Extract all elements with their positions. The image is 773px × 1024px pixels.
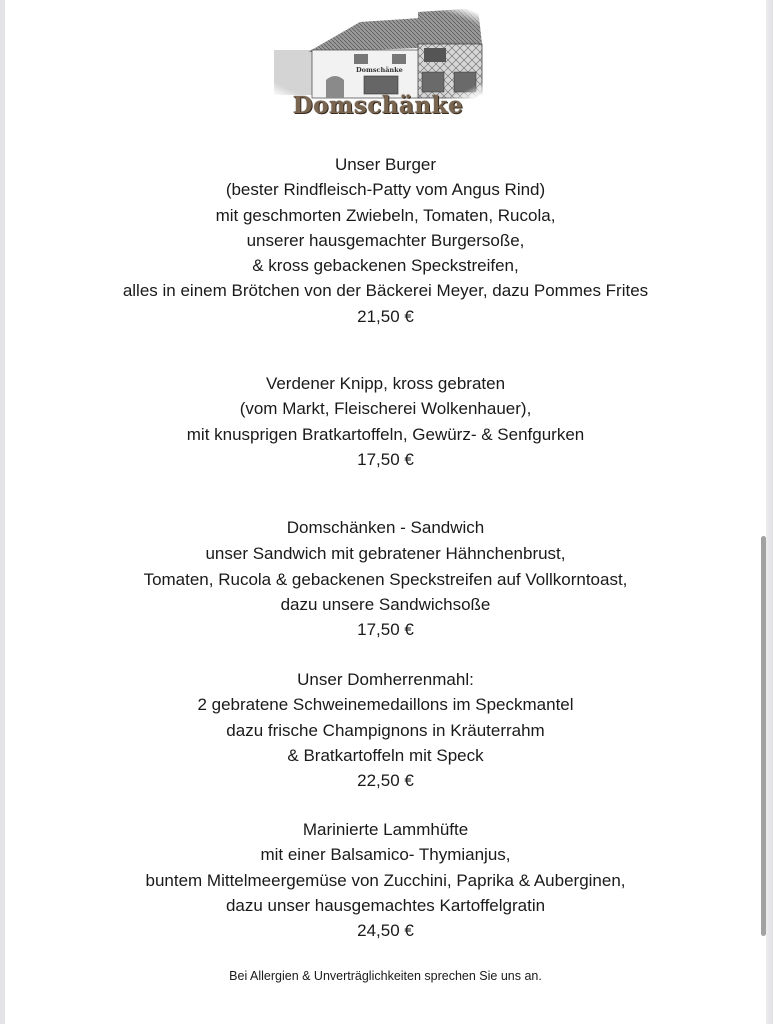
vertical-scrollbar-thumb[interactable]: [761, 536, 766, 936]
menu-page: [5, 0, 766, 1024]
dish-description-line: (vom Markt, Fleischerei Wolkenhauer),: [239, 399, 532, 419]
dish-title: Domschänken - Sandwich: [286, 518, 485, 537]
dish-description-line: mit knusprigen Bratkartoffeln, Gewürz- & Senfgurken: [186, 424, 585, 444]
dish-description-line: mit einer Balsamico- Thymianjus,: [260, 845, 511, 865]
dish-description-line: alles in einem Brötchen von der Bäckerei Meyer, dazu Pommes Frites: [122, 281, 649, 301]
dish-description-line: (bester Rindfleisch-Patty vom Angus Rind): [225, 180, 546, 200]
building-sketch-icon: [260, 0, 496, 100]
dish-description-line: dazu unsere Sandwichsoße: [280, 594, 491, 614]
dish-description-line: unser Sandwich mit gebratener Hähnchenbrust,: [205, 544, 566, 564]
dish-price: 22,50 €: [357, 771, 414, 791]
menu-item-domherrenmahl: [5, 667, 766, 793]
dish-price: 24,50 €: [357, 921, 414, 941]
dish-title: Unser Burger: [334, 155, 437, 174]
dish-description-line: Tomaten, Rucola & gebackenen Speckstreifen auf Vollkorntoast,: [143, 569, 628, 589]
menu-item-sandwich: [5, 515, 766, 642]
dish-description-line: 2 gebratene Schweinemedaillons im Speckmantel: [197, 695, 574, 715]
dish-price: 17,50 €: [357, 449, 414, 469]
dish-description-line: buntem Mittelmeergemüse von Zucchini, Paprika & Auberginen,: [145, 870, 626, 890]
logo-sign-text: Domschänke: [356, 66, 403, 74]
logo-wordmark: Domschänke: [292, 92, 464, 119]
dish-description-line: dazu frische Champignons in Kräuterrahm: [226, 720, 545, 740]
right-edge: [766, 0, 773, 1024]
dish-description-line: & kross gebackenen Speckstreifen,: [252, 256, 519, 276]
menu-item-knipp: [5, 371, 766, 472]
dish-title: Marinierte Lammhüfte: [302, 820, 469, 839]
dish-description-line: unserer hausgemachter Burgersoße,: [246, 230, 525, 250]
menu-item-lammhuefte: [5, 817, 766, 943]
dish-price: 17,50 €: [357, 620, 414, 640]
dish-title: Verdener Knipp, kross gebraten: [265, 374, 506, 393]
allergy-note: Bei Allergien & Unverträglichkeiten sprechen Sie uns an.: [229, 969, 542, 983]
dish-title: Unser Domherrenmahl:: [297, 670, 474, 689]
menu-item-burger: [5, 152, 766, 329]
dish-description-line: & Bratkartoffeln mit Speck: [287, 745, 484, 765]
dish-price: 21,50 €: [357, 306, 414, 326]
restaurant-logo: [260, 0, 496, 124]
dish-description-line: mit geschmorten Zwiebeln, Tomaten, Rucola,: [215, 205, 556, 225]
dish-description-line: dazu unser hausgemachtes Kartoffelgratin: [225, 895, 546, 915]
